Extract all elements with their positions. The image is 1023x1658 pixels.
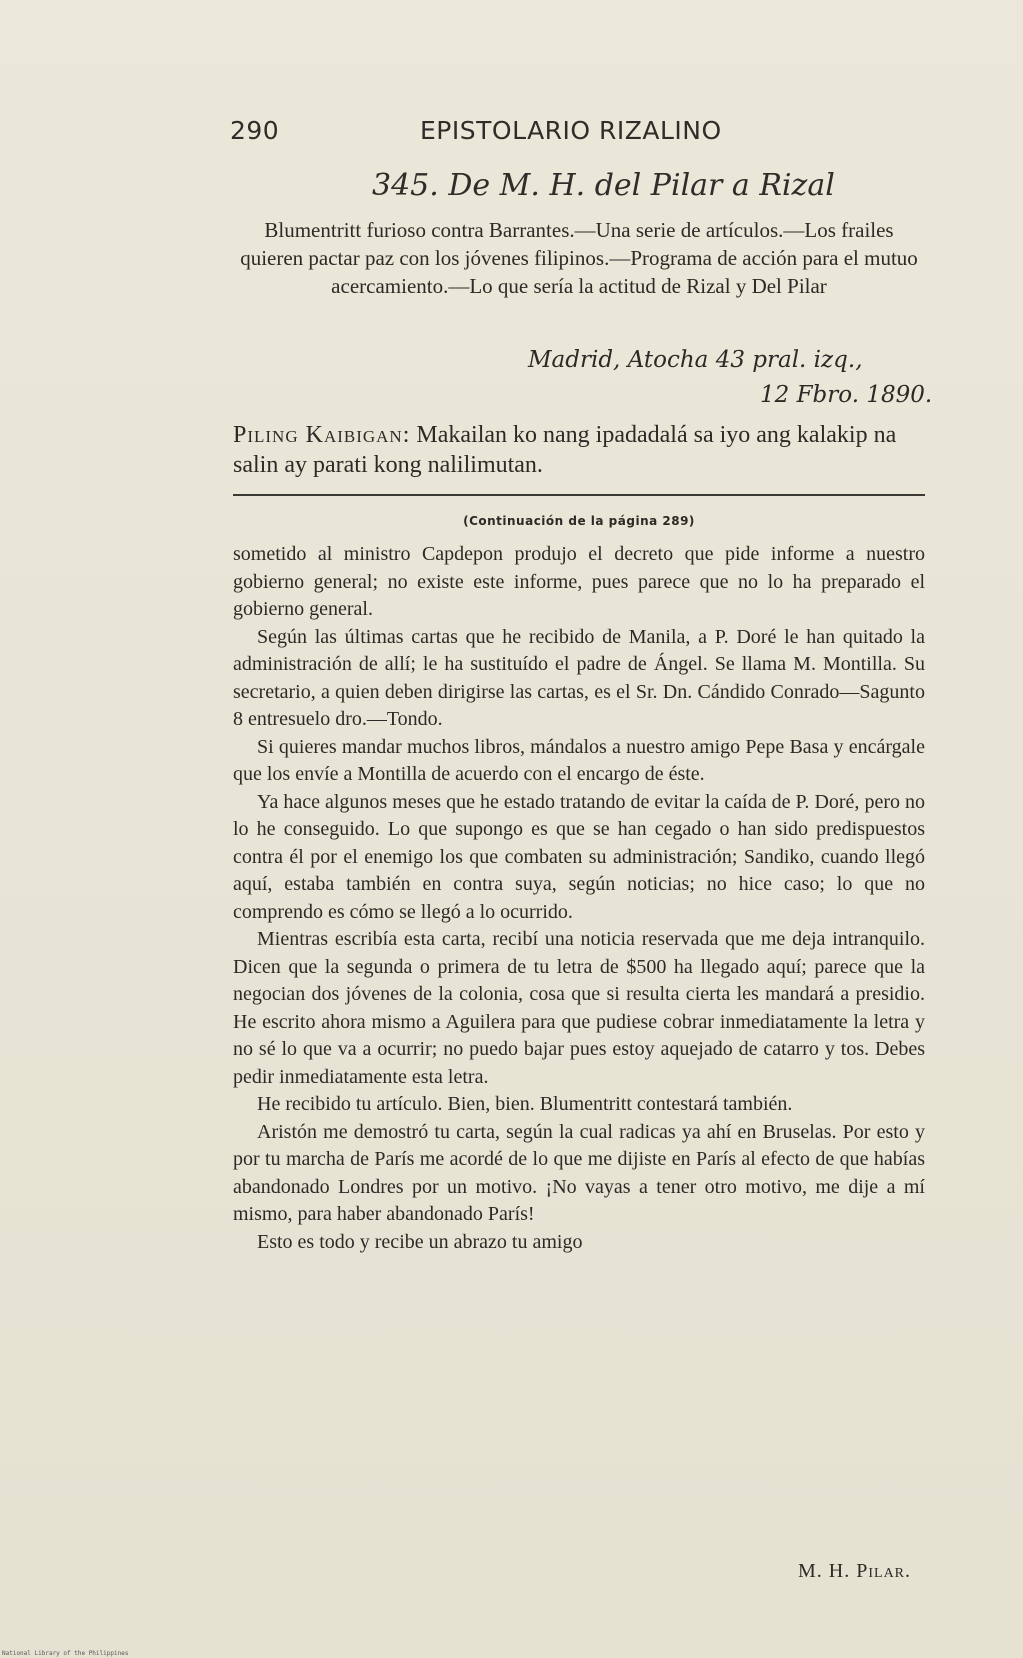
salutation: Piling Kaibigan:	[233, 422, 411, 448]
letter-title: 345. De M. H. del Pilar a Rizal	[372, 168, 835, 203]
letter-place: Madrid, Atocha 43 pral. izq.,	[528, 347, 863, 373]
paragraph: sometido al ministro Capdepon produjo el decreto que pide informe a nuestro gobierno general; no existe este informe, pues parece que no lo ha preparado el gobierno general.	[233, 543, 925, 620]
opening-text: Makailan ko nang ipadadalá sa iyo ang kalakip na salin ay parati kong nalilimutan.	[233, 422, 897, 478]
letter-summary: Blumentritt furioso contra Barrantes.—Una serie de artículos.—Los frailes quieren pactar paz con los jóvenes filipinos.—Programa de acción para el mutuo acercamiento.—Lo que sería la actitud de Rizal y Del Pilar	[240, 218, 918, 298]
signature-text: M. H. Pilar.	[798, 1560, 912, 1582]
paragraph: Aristón me demostró tu carta, según la cual radicas ya ahí en Bruselas. Por esto y por tu marcha de París me acordé de lo que me dijiste en París al efecto de que habías abandonado Londres por un motivo. ¡No vayas a tener otro motivo, me dije a mí mismo, para haber abandonado París!	[233, 1120, 925, 1225]
paragraph: Esto es todo y recibe un abrazo tu amigo	[257, 1230, 583, 1253]
section-divider	[233, 494, 925, 496]
letter-date: 12 Fbro. 1890.	[760, 382, 933, 408]
page-number: 290	[230, 116, 280, 145]
letter-opening	[233, 420, 923, 480]
paragraph: Ya hace algunos meses que he estado tratando de evitar la caída de P. Doré, pero no lo he conseguido. Lo que supongo es que se han cegado o han sido predispuestos contra él por el enemigo los que combaten su administración; Sandiko, cuando llegó aquí, estaba también en contra suya, según noticias; no hice caso; lo que no comprendo es cómo se llegó a lo ocurrido.	[233, 790, 925, 923]
running-title: EPISTOLARIO RIZALINO	[420, 116, 722, 145]
paragraph: He recibido tu artículo. Bien, bien. Blumentritt contestará también.	[257, 1093, 793, 1115]
paragraph: Mientras escribía esta carta, recibí una noticia reservada que me deja intranquilo. Dicen que la segunda o primera de tu letra de $500 ha llegado aquí; parece que la negocian dos jóvenes de la colonia, cosa que si resulta cierta les mandará a presidio. He escrito ahora mismo a Aguilera para que pudiese cobrar inmediatamente la letra y no sé lo que va a ocurrir; no puedo bajar pues estoy aquejado de catarro y tos. Debes pedir inmediatamente esta letra.	[233, 928, 925, 1088]
signature	[798, 1560, 911, 1583]
library-footer: National Library of the Philippines	[2, 1650, 129, 1657]
paragraph: Si quieres mandar muchos libros, mándalos a nuestro amigo Pepe Basa y encárgale que los envíe a Montilla de acuerdo con el encargo de éste.	[233, 735, 925, 785]
continuation-note: (Continuación de la página 289)	[463, 514, 695, 528]
letter-body	[233, 541, 925, 1256]
paragraph: Según las últimas cartas que he recibido de Manila, a P. Doré le han quitado la administración de allí; le ha sustituído el padre de Ángel. Se llama M. Montilla. Su secretario, a quien deben dirigirse las cartas, es el Sr. Dn. Cándido Conrado—Sagunto 8 entresuelo dro.—Tondo.	[233, 625, 925, 730]
